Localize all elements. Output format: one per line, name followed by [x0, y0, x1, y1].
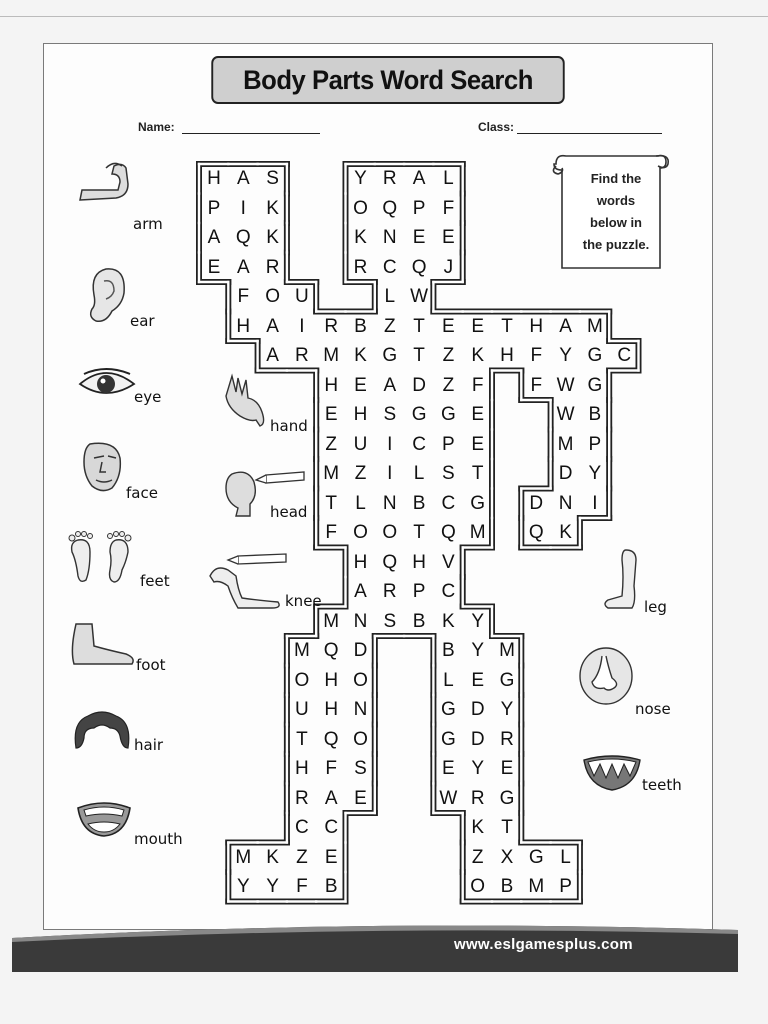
- grid-letter[interactable]: F: [325, 758, 337, 779]
- grid-letter[interactable]: E: [500, 758, 514, 779]
- grid-letter[interactable]: Y: [266, 876, 279, 897]
- grid-letter[interactable]: D: [529, 492, 544, 514]
- grid-letter[interactable]: T: [413, 345, 425, 366]
- grid-letter[interactable]: G: [587, 345, 603, 366]
- grid-letter[interactable]: F: [325, 522, 337, 543]
- grid-letter[interactable]: A: [236, 168, 250, 189]
- word-hand: hand: [270, 417, 308, 435]
- grid-letter[interactable]: E: [324, 846, 338, 868]
- grid-letter[interactable]: Y: [500, 699, 514, 720]
- grid-letter[interactable]: D: [470, 699, 485, 720]
- grid-letter[interactable]: B: [442, 640, 455, 661]
- grid-letter[interactable]: E: [442, 758, 455, 779]
- grid-letter[interactable]: W: [410, 286, 429, 307]
- leg-icon: [600, 546, 648, 616]
- grid-letter[interactable]: P: [559, 876, 572, 897]
- grid-letter[interactable]: K: [442, 610, 455, 632]
- grid-letter[interactable]: T: [325, 492, 337, 514]
- grid-letter[interactable]: O: [353, 522, 368, 543]
- grid-letter[interactable]: O: [353, 728, 368, 750]
- grid-letter[interactable]: C: [295, 817, 309, 838]
- grid-letter[interactable]: M: [323, 610, 340, 632]
- word-leg: leg: [644, 598, 667, 616]
- grid-letter[interactable]: Q: [323, 728, 339, 750]
- grid-letter[interactable]: Z: [442, 345, 455, 366]
- teeth-icon: [580, 750, 644, 794]
- grid-letter[interactable]: K: [559, 522, 572, 543]
- grid-letter[interactable]: X: [500, 846, 514, 868]
- grid-letter[interactable]: N: [382, 492, 397, 514]
- grid-letter[interactable]: A: [383, 374, 397, 396]
- grid-letter[interactable]: U: [295, 286, 309, 307]
- grid-letter[interactable]: A: [412, 168, 426, 189]
- grid-letter[interactable]: K: [266, 197, 279, 219]
- grid-letter[interactable]: N: [353, 610, 368, 632]
- grid-letter[interactable]: E: [471, 404, 485, 425]
- grid-letter[interactable]: R: [324, 315, 339, 337]
- page-title: Body Parts Word Search: [211, 56, 564, 104]
- instruction-line: below in: [590, 215, 642, 230]
- grid-letter[interactable]: O: [353, 669, 368, 691]
- grid-letter[interactable]: H: [324, 669, 339, 691]
- grid-letter[interactable]: G: [441, 728, 456, 750]
- grid-letter[interactable]: P: [442, 433, 455, 455]
- grid-letter[interactable]: U: [353, 433, 368, 455]
- grid-letter[interactable]: C: [412, 433, 426, 455]
- grid-letter[interactable]: W: [439, 787, 458, 809]
- grid-letter[interactable]: L: [443, 168, 454, 189]
- grid-letter[interactable]: P: [412, 581, 426, 602]
- grid-letter[interactable]: M: [323, 463, 340, 484]
- grid-letter[interactable]: T: [413, 315, 425, 337]
- instruction-line: words: [596, 193, 636, 208]
- grid-letter[interactable]: F: [471, 374, 484, 396]
- grid-letter[interactable]: Q: [382, 197, 398, 219]
- grid-letter[interactable]: B: [588, 404, 602, 425]
- grid-letter[interactable]: E: [324, 404, 338, 425]
- grid-letter[interactable]: E: [471, 315, 485, 337]
- grid-letter[interactable]: L: [384, 286, 396, 307]
- grid-letter[interactable]: G: [499, 787, 515, 809]
- grid-letter[interactable]: Y: [559, 345, 572, 366]
- grid-letter[interactable]: H: [412, 551, 426, 573]
- grid-letter[interactable]: R: [295, 787, 309, 809]
- grid-letter[interactable]: C: [441, 581, 456, 602]
- grid-letter[interactable]: D: [353, 640, 368, 661]
- grid-letter[interactable]: G: [528, 846, 544, 868]
- hair-icon: [72, 708, 132, 752]
- grid-letter[interactable]: E: [471, 669, 485, 691]
- face-icon: [80, 440, 124, 494]
- grid-letter[interactable]: I: [299, 315, 305, 337]
- grid-letter[interactable]: A: [354, 581, 367, 602]
- grid-letter[interactable]: G: [411, 404, 427, 425]
- grid-letter[interactable]: F: [442, 197, 455, 219]
- grid-letter[interactable]: L: [560, 846, 571, 868]
- grid-letter[interactable]: G: [499, 669, 515, 691]
- grid-letter[interactable]: T: [296, 728, 308, 750]
- grid-letter[interactable]: T: [471, 463, 484, 484]
- word-hair: hair: [134, 736, 164, 754]
- word-nose: nose: [635, 700, 671, 718]
- grid-letter[interactable]: M: [469, 522, 486, 543]
- word-mouth: mouth: [134, 830, 183, 848]
- grid-letter[interactable]: G: [470, 492, 486, 514]
- word-head: head: [270, 503, 308, 521]
- grid-letter[interactable]: B: [354, 315, 367, 337]
- grid-letter[interactable]: Y: [588, 463, 602, 484]
- word-teeth: teeth: [642, 776, 682, 794]
- grid-letter[interactable]: E: [442, 315, 455, 337]
- grid-letter[interactable]: G: [382, 345, 398, 366]
- grid-letter[interactable]: E: [207, 256, 221, 278]
- grid-letter[interactable]: S: [442, 463, 455, 484]
- grid-letter[interactable]: C: [617, 345, 632, 366]
- grid-letter[interactable]: Z: [442, 374, 455, 396]
- grid-letter[interactable]: A: [266, 345, 279, 366]
- grid-letter[interactable]: H: [236, 315, 251, 337]
- grid-letter[interactable]: T: [501, 817, 513, 838]
- instruction-text: [572, 168, 660, 256]
- word-knee: knee: [285, 592, 322, 610]
- grid-letter[interactable]: H: [295, 758, 309, 779]
- grid-letter[interactable]: R: [265, 256, 280, 278]
- grid-letter[interactable]: M: [586, 315, 603, 337]
- grid-letter[interactable]: H: [500, 345, 514, 366]
- grid-letter[interactable]: O: [294, 669, 310, 691]
- word-face: face: [126, 484, 158, 502]
- grid-letter[interactable]: K: [354, 345, 367, 366]
- grid-letter[interactable]: C: [441, 492, 456, 514]
- grid-letter[interactable]: M: [528, 876, 545, 897]
- grid-letter[interactable]: A: [266, 315, 279, 337]
- grid-letter[interactable]: B: [412, 492, 426, 514]
- name-label: Name:: [138, 120, 175, 134]
- grid-letter[interactable]: K: [471, 817, 485, 838]
- grid-letter[interactable]: G: [441, 699, 456, 720]
- grid-letter[interactable]: T: [501, 315, 513, 337]
- grid-letter[interactable]: Y: [354, 168, 367, 189]
- word-feet: feet: [140, 572, 170, 590]
- grid-letter[interactable]: O: [382, 522, 398, 543]
- grid-letter[interactable]: E: [354, 374, 367, 396]
- grid-letter[interactable]: U: [295, 699, 309, 720]
- grid-letter[interactable]: Q: [323, 640, 339, 661]
- grid-letter[interactable]: F: [530, 345, 543, 366]
- grid-letter[interactable]: O: [353, 197, 368, 219]
- grid-letter[interactable]: B: [500, 876, 514, 897]
- grid-letter[interactable]: Z: [471, 846, 484, 868]
- grid-letter[interactable]: M: [235, 846, 252, 868]
- grid-letter[interactable]: C: [324, 817, 339, 838]
- grid-letter[interactable]: Y: [471, 758, 485, 779]
- grid-letter[interactable]: A: [324, 787, 338, 809]
- grid-letter[interactable]: I: [387, 433, 393, 455]
- grid-letter[interactable]: Q: [528, 522, 544, 543]
- grid-letter[interactable]: E: [354, 787, 367, 809]
- grid-letter[interactable]: Q: [441, 522, 456, 543]
- grid-letter[interactable]: D: [558, 463, 573, 484]
- grid-letter[interactable]: G: [441, 404, 456, 425]
- nose-icon: [576, 644, 636, 710]
- grid-letter[interactable]: H: [529, 315, 544, 337]
- grid-letter[interactable]: L: [413, 463, 425, 484]
- grid-letter[interactable]: I: [240, 197, 246, 219]
- arm-icon: [76, 160, 136, 230]
- grid-letter[interactable]: H: [353, 551, 368, 573]
- grid-letter[interactable]: N: [353, 699, 368, 720]
- grid-letter[interactable]: R: [353, 256, 368, 278]
- grid-letter[interactable]: O: [470, 876, 486, 897]
- grid-letter[interactable]: Q: [411, 256, 427, 278]
- grid-letter[interactable]: W: [556, 404, 575, 425]
- grid-letter[interactable]: N: [558, 492, 573, 514]
- grid-letter[interactable]: E: [471, 433, 485, 455]
- grid-letter[interactable]: Z: [383, 315, 396, 337]
- grid-letter[interactable]: Y: [236, 876, 250, 897]
- grid-letter[interactable]: M: [293, 640, 310, 661]
- word-foot: foot: [136, 656, 166, 674]
- grid-letter[interactable]: N: [382, 227, 397, 248]
- word-arm: arm: [133, 215, 163, 233]
- grid-letter[interactable]: H: [207, 168, 221, 189]
- grid-letter[interactable]: S: [354, 758, 367, 779]
- grid-letter[interactable]: A: [559, 315, 572, 337]
- foot-icon: [68, 620, 138, 668]
- word-ear: ear: [130, 312, 155, 330]
- ear-icon: [86, 265, 130, 327]
- grid-letter[interactable]: S: [383, 610, 397, 632]
- grid-letter[interactable]: Z: [325, 433, 337, 455]
- grid-letter[interactable]: R: [382, 581, 397, 602]
- grid-letter[interactable]: H: [324, 374, 339, 396]
- grid-letter[interactable]: F: [237, 286, 250, 307]
- grid-letter[interactable]: R: [470, 787, 485, 809]
- grid-letter[interactable]: B: [324, 876, 338, 897]
- grid-letter[interactable]: C: [382, 256, 397, 278]
- knee-icon: [206, 550, 292, 610]
- feet-icon: [64, 530, 136, 586]
- mouth-icon: [74, 794, 134, 840]
- footer-url: www.eslgamesplus.com: [454, 936, 633, 953]
- instruction-line: the puzzle.: [582, 237, 650, 252]
- grid-letter[interactable]: K: [266, 227, 279, 248]
- grid-letter[interactable]: M: [323, 345, 340, 366]
- grid-letter[interactable]: F: [296, 876, 308, 897]
- grid-letter[interactable]: K: [354, 227, 367, 248]
- grid-letter[interactable]: D: [470, 728, 485, 750]
- grid-letter[interactable]: Y: [471, 610, 485, 632]
- grid-letter[interactable]: E: [412, 227, 426, 248]
- hand-icon: [222, 372, 272, 430]
- grid-letter[interactable]: H: [324, 699, 339, 720]
- grid-letter[interactable]: A: [236, 256, 250, 278]
- eye-icon: [78, 366, 136, 402]
- grid-letter[interactable]: Q: [382, 551, 398, 573]
- instruction-line: Find the: [590, 171, 642, 186]
- grid-letter[interactable]: L: [355, 492, 366, 514]
- grid-letter[interactable]: H: [353, 404, 368, 425]
- grid-letter[interactable]: T: [413, 522, 425, 543]
- grid-letter[interactable]: F: [530, 374, 543, 396]
- grid-letter[interactable]: G: [587, 374, 603, 396]
- grid-letter[interactable]: P: [588, 433, 602, 455]
- grid-letter[interactable]: I: [592, 492, 598, 514]
- grid-letter[interactable]: P: [207, 197, 221, 219]
- grid-letter[interactable]: A: [207, 227, 221, 248]
- grid-letter[interactable]: P: [412, 197, 426, 219]
- grid-letter[interactable]: V: [442, 551, 455, 573]
- grid-letter[interactable]: I: [387, 463, 393, 484]
- grid-letter[interactable]: D: [412, 374, 426, 396]
- grid-letter[interactable]: Q: [235, 227, 251, 248]
- grid-letter[interactable]: K: [471, 345, 485, 366]
- grid-letter[interactable]: Z: [354, 463, 367, 484]
- grid-letter[interactable]: K: [266, 846, 279, 868]
- grid-letter[interactable]: S: [383, 404, 397, 425]
- grid-letter[interactable]: B: [412, 610, 426, 632]
- grid-letter[interactable]: E: [442, 227, 455, 248]
- grid-letter[interactable]: L: [443, 669, 454, 691]
- grid-letter[interactable]: J: [443, 256, 454, 278]
- grid-letter[interactable]: R: [500, 728, 514, 750]
- grid-letter[interactable]: M: [499, 640, 515, 661]
- grid-letter[interactable]: O: [265, 286, 280, 307]
- grid-letter[interactable]: S: [266, 168, 279, 189]
- grid-letter[interactable]: Z: [296, 846, 308, 868]
- grid-letter[interactable]: R: [382, 168, 397, 189]
- word-eye: eye: [134, 388, 162, 406]
- class-label: Class:: [478, 120, 515, 134]
- grid-letter[interactable]: R: [295, 345, 309, 366]
- grid-letter[interactable]: Y: [471, 640, 485, 661]
- grid-letter[interactable]: W: [556, 374, 575, 396]
- grid-letter[interactable]: M: [557, 433, 574, 455]
